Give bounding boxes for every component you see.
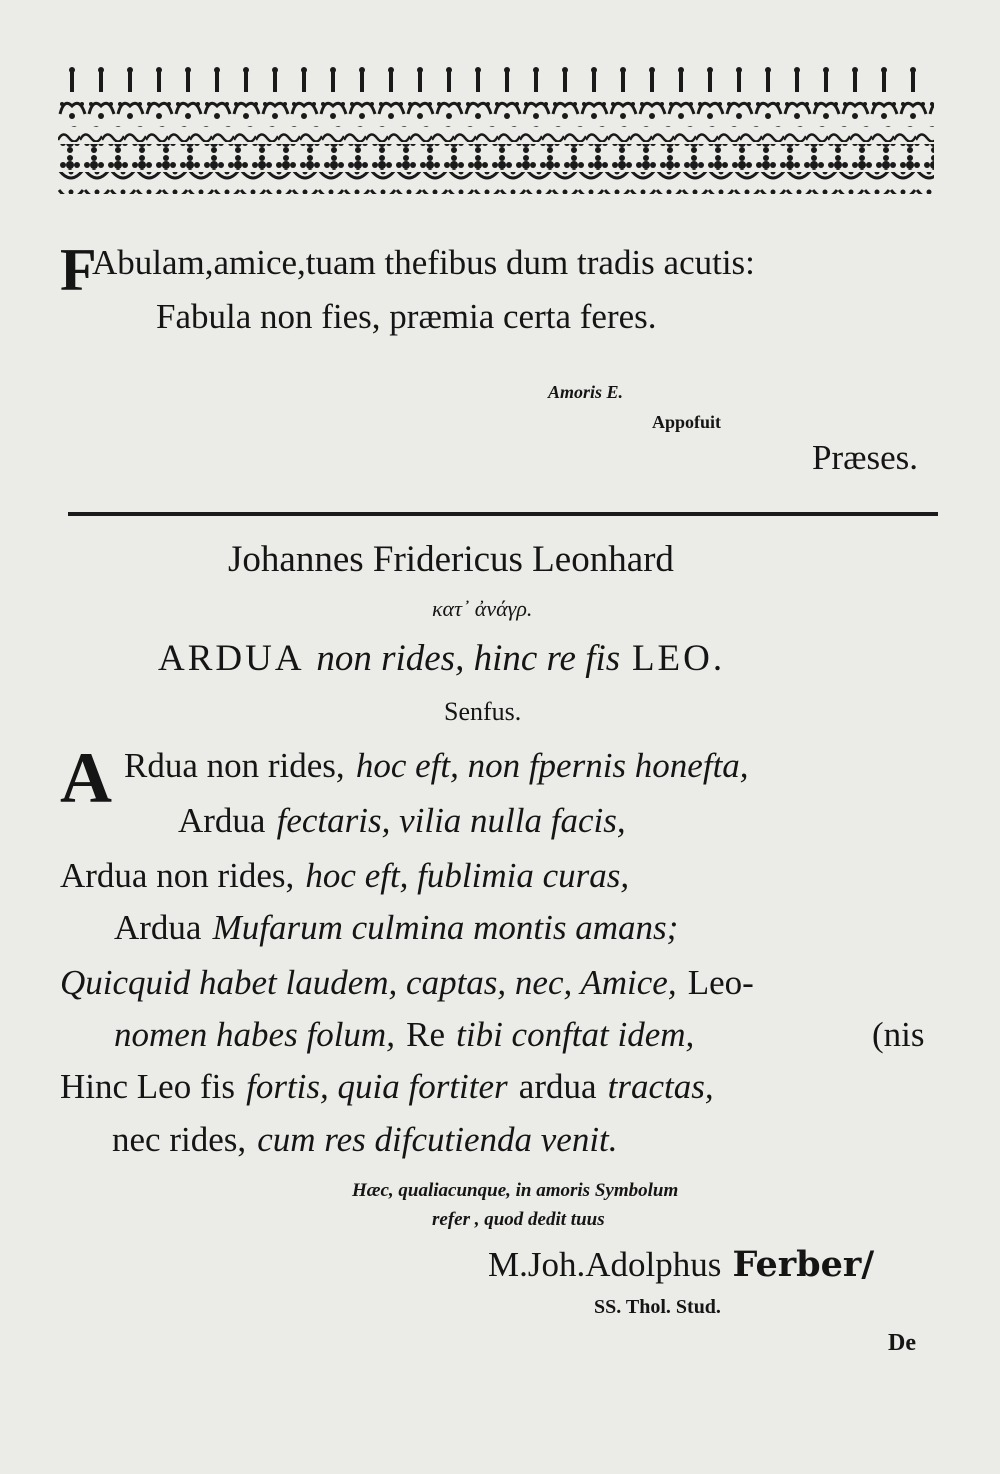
epigram-signature-right: Præses. <box>812 438 918 477</box>
poem-line-6-overflow: (nis <box>872 1015 925 1054</box>
poem-line-4-roman: Ardua <box>114 908 202 947</box>
poem-honoree-name: Johannes Fridericus Leonhard <box>228 539 674 580</box>
poem-greek-label: κατ᾽ ἀνάγρ. <box>432 596 533 621</box>
dedication-line-2: refer , quod dedit tuus <box>432 1209 605 1230</box>
poem-line-2-italic: fectaris, vilia nulla facis, <box>276 801 626 840</box>
epigram-dropcap: F <box>60 237 97 303</box>
poem-line-5-roman: Leo- <box>687 963 754 1002</box>
dedication-author <box>488 1244 874 1285</box>
epigram-signature-mid: Appofuit <box>652 412 722 432</box>
dedication-author-name: M.Joh.Adolphus <box>488 1245 722 1284</box>
poem-line-7-roman-b: ardua <box>518 1067 597 1106</box>
dedication-title: SS. Thol. Stud. <box>594 1296 721 1318</box>
poem-line-6-italic: nomen habes folum, <box>114 1015 395 1054</box>
poem-line-5-italic: Quicquid habet laudem, captas, nec, Amice, <box>60 963 677 1002</box>
poem-line-7-italic-b: tractas, <box>607 1067 714 1106</box>
anagram-caps-ardua: ARDUA <box>158 638 305 679</box>
poem-line-6-italic-b: tibi conftat idem, <box>456 1015 695 1054</box>
catchword: De <box>888 1330 916 1356</box>
poem-line-2 <box>178 801 626 841</box>
poem-line-8-italic: cum res difcutienda venit. <box>257 1120 618 1159</box>
epigram-signature-left: Amoris E. <box>548 382 624 402</box>
poem-line-7-italic: fortis, quia fortiter <box>246 1067 508 1106</box>
epigram-line-1: Abulam,amice,tuam thefibus dum tradis acutis: <box>92 243 755 282</box>
poem-line-3-roman: Ardua non rides, <box>60 856 295 895</box>
poem-line-6-roman: Re <box>406 1015 445 1054</box>
poem-line-1 <box>124 746 749 786</box>
section-divider <box>68 512 938 516</box>
poem-line-3-italic: hoc eft, fublimia curas, <box>305 856 630 895</box>
poem-line-7 <box>60 1067 714 1107</box>
poem-line-4-italic: Mufarum culmina montis amans; <box>212 908 679 947</box>
dedication-line-1: Hæc, qualiacunque, in amoris Symbolum <box>352 1180 679 1201</box>
poem-line-4 <box>114 908 678 948</box>
poem-anagram-line <box>158 636 725 680</box>
poem-line-6 <box>114 1015 694 1055</box>
epigram-line-2: Fabula non fies, præmia certa feres. <box>156 297 657 336</box>
anagram-italic-text: non rides, hinc re fis <box>316 638 621 679</box>
poem-line-8-roman: nec rides, <box>112 1120 247 1159</box>
poem-line-8 <box>112 1120 618 1160</box>
ornament-band-icon <box>58 66 934 196</box>
dedication-author-surname: Ferber/ <box>732 1244 875 1285</box>
poem-line-2-roman: Ardua <box>178 801 266 840</box>
anagram-caps-leo: LEO. <box>631 638 726 679</box>
poem-sensus-label: Senfus. <box>444 697 522 726</box>
poem-line-1-italic: hoc eft, non fpernis honefta, <box>355 746 749 785</box>
poem-line-1-roman: Rdua non rides, <box>124 746 345 785</box>
poem-dropcap: A <box>60 738 112 818</box>
poem-line-5 <box>60 963 754 1003</box>
poem-line-7-roman: Hinc Leo fis <box>60 1067 235 1106</box>
poem-line-3 <box>60 856 629 896</box>
